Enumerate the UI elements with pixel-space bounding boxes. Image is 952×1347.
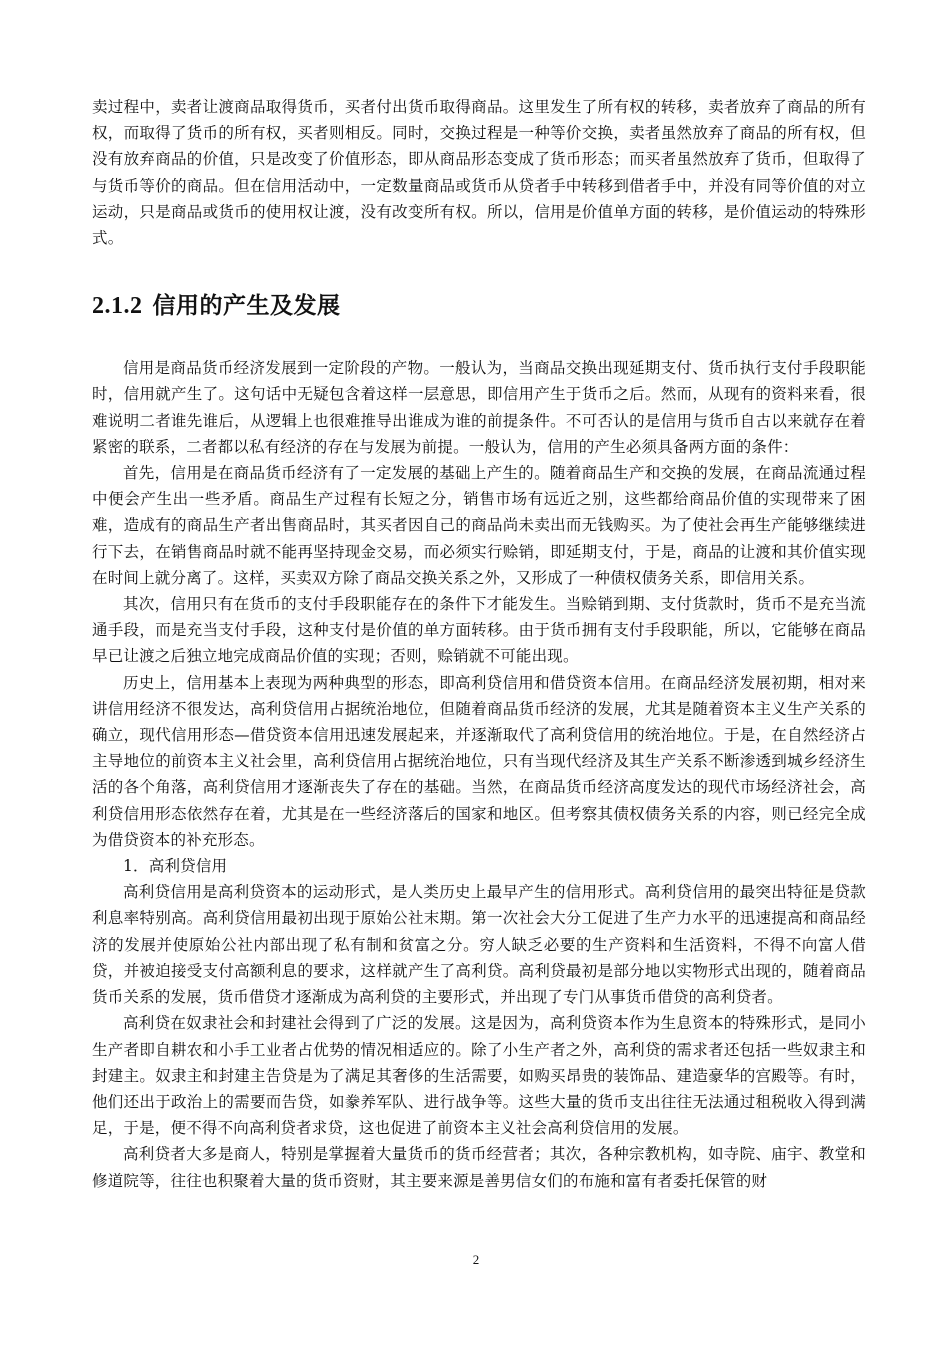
body-paragraph: 高利贷者大多是商人，特别是掌握着大量货币的货币经营者；其次，各种宗教机构，如寺院、庙宇、教堂和修道院等，往往也积聚着大量的货币资财，其主要来源是善男信女们的布施和富有者委托保管的财 [92,1145,866,1190]
subsection-label: 1．高利贷信用 [123,857,228,876]
section-number: 2.1.2 [92,293,143,320]
body-paragraph: 其次，信用只有在货币的支付手段职能存在的条件下才能发生。当赊销到期、支付货款时，货币不是充当流通手段，而是充当支付手段，这种支付是价值的单方面转移。由于货币拥有支付手段职能，所以，它能够在商品早已让渡之后独立地完成商品价值的实现；否则，赊销就不可能出现。 [92,595,866,666]
section-heading [92,291,866,321]
body-paragraph: 高利贷信用是高利贷资本的运动形式，是人类历史上最早产生的信用形式。高利贷信用的最突出特征是贷款利息率特别高。高利贷信用最初出现于原始公社末期。第一次社会大分工促进了生产力水平的迅速提高和商品经济的发展并使原始公社内部出现了私有制和贫富之分。穷人缺乏必要的生产资料和生活资料，不得不向富人借贷，并被迫接受支付高额利息的要求，这样就产生了高利贷。高利贷最初是部分地以实物形式出现的，随着商品货币关系的发展，货币借贷才逐渐成为高利贷的主要形式，并出现了专门从事货币借贷的高利贷者。 [92,883,866,1007]
body-paragraph: 信用是商品货币经济发展到一定阶段的产物。一般认为，当商品交换出现延期支付、货币执行支付手段职能时，信用就产生了。这句话中无疑包含着这样一层意思，即信用产生于货币之后。然而，从现有的资料来看，很难说明二者谁先谁后，从逻辑上也很难推导出谁成为谁的前提条件。不可否认的是信用与货币自古以来就存在着紧密的联系，二者都以私有经济的存在与发展为前提。一般认为，信用的产生必须具备两方面的条件： [92,359,866,456]
body-paragraph: 高利贷在奴隶社会和封建社会得到了广泛的发展。这是因为，高利贷资本作为生息资本的特殊形式，是同小生产者即自耕农和小手工业者占优势的情况相适应的。除了小生产者之外，高利贷的需求者还包括一些奴隶主和封建主。奴隶主和封建主告贷是为了满足其奢侈的生活需要，如购买昂贵的装饰品、建造豪华的宫殿等。有时，他们还出于政治上的需要而告贷，如豢养军队、进行战争等。这些大量的货币支出往往无法通过租税收入得到满足，于是，便不得不向高利贷者求贷，这也促进了前资本主义社会高利贷信用的发展。 [92,1014,866,1138]
document-body [92,94,866,1194]
body-paragraph: 历史上，信用基本上表现为两种典型的形态，即高利贷信用和借贷资本信用。在商品经济发展初期，相对来讲信用经济不很发达，高利贷信用占据统治地位，但随着商品货币经济的发展，尤其是随着资本主义生产关系的确立，现代信用形态—借贷资本信用迅速发展起来，并逐渐取代了高利贷信用的统治地位。于是，在自然经济占主导地位的前资本主义社会里，高利贷信用占据统治地位，只有当现代经济及其生产关系不断渗透到城乡经济生活的各个角落，高利贷信用才逐渐丧失了存在的基础。当然，在商品货币经济高度发达的现代市场经济社会，高利贷信用形态依然存在着，尤其是在一些经济落后的国家和地区。但考察其债权债务关系的内容，则已经完全成为借贷资本的补充形态。 [92,673,866,849]
body-paragraph: 首先，信用是在商品货币经济有了一定发展的基础上产生的。随着商品生产和交换的发展，在商品流通过程中便会产生出一些矛盾。商品生产过程有长短之分，销售市场有远近之别，这些都给商品价值的实现带来了困难，造成有的商品生产者出售商品时，其买者因自己的商品尚未卖出而无钱购买。为了使社会再生产能够继续进行下去，在销售商品时就不能再坚持现金交易，而必须实行赊销，即延期支付，于是，商品的让渡和其价值实现在时间上就分离了。这样，买卖双方除了商品交换关系之外，又形成了一种债权债务关系，即信用关系。 [92,464,866,587]
section-title: 信用的产生及发展 [152,293,341,320]
page-number: 2 [472,1252,480,1267]
intro-paragraph: 卖过程中，卖者让渡商品取得货币，买者付出货币取得商品。这里发生了所有权的转移，卖者放弃了商品的所有权，而取得了货币的所有权，买者则相反。同时，交换过程是一种等价交换，卖者虽然放弃了商品的所有权，但没有放弃商品的价值，只是改变了价值形态，即从商品形态变成了货币形态；而买者虽然放弃了货币，但取得了与货币等价的商品。但在信用活动中，一定数量商品或货币从贷者手中转移到借者手中，并没有同等价值的对立运动，只是商品或货币的使用权让渡，没有改变所有权。所以，信用是价值单方面的转移，是价值运动的特殊形式。 [92,98,866,248]
